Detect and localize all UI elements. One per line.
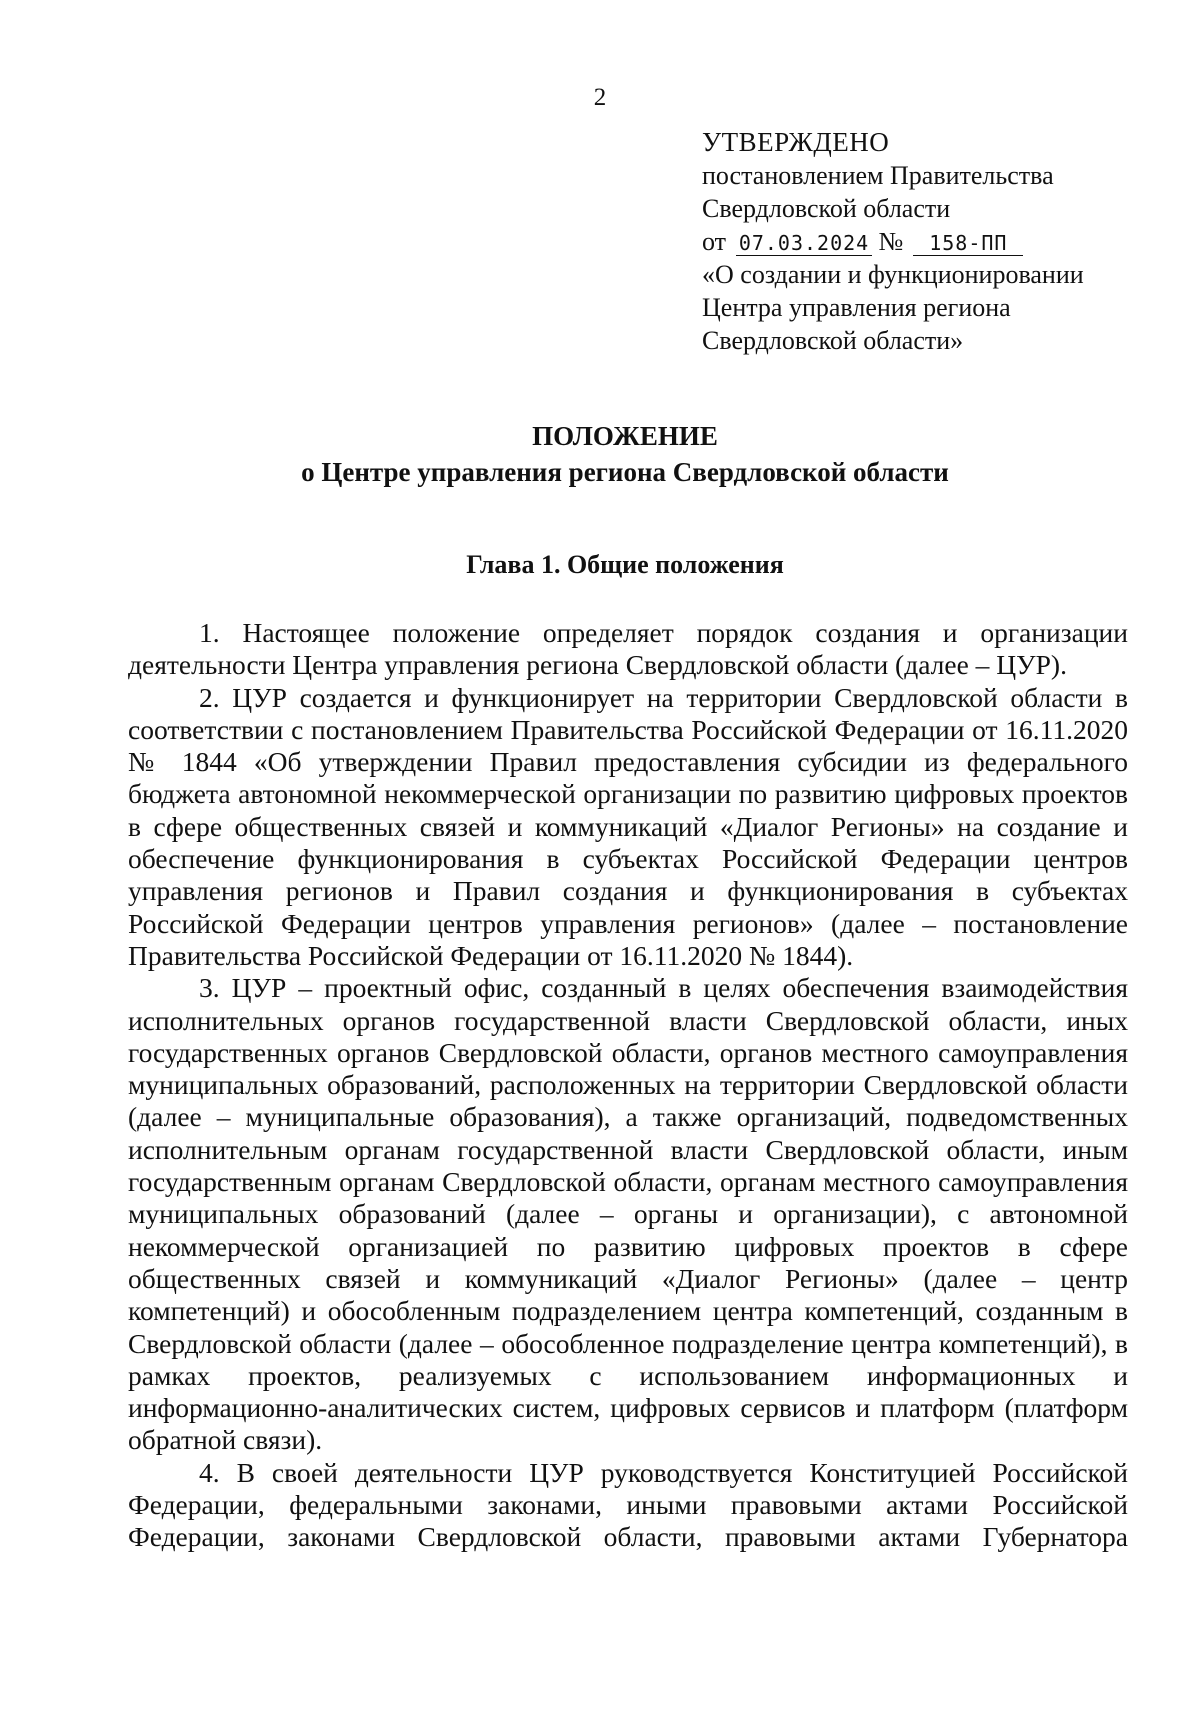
decree-number: 158-ПП xyxy=(913,231,1023,256)
page-number: 2 xyxy=(593,84,607,111)
title-heading: ПОЛОЖЕНИЕ xyxy=(532,421,718,451)
title-subheading: о Центре управления региона Свердловской области xyxy=(301,457,949,487)
chapter-heading: Глава 1. Общие положения xyxy=(466,550,784,579)
document-title xyxy=(0,418,1200,490)
approval-line-6: Свердловской области» xyxy=(702,326,964,355)
paragraph-1: 1. Настоящее положение определяет порядок создания и организации деятельности Центра управления региона Свердловской области (далее – ЦУР). xyxy=(128,617,1128,681)
approval-line-1: постановлением Правительства xyxy=(702,161,1054,190)
approval-line-4: «О создании и функционировании xyxy=(702,260,1084,289)
paragraph-2: 2. ЦУР создается и функционирует на территории Свердловской области в соответствии с постановлением Правительства Российской Федерации от 16.11.2020 № 1844 «Об утверждении Правил предоставления субсидии из федерального бюджета автономной некоммерческой организации по развитию цифровых проектов в сфере общественных связей и коммуникаций «Диалог Регионы» на создание и обеспечение функционирования в субъектах Российской Федерации центров управления регионов и Правил создания и функционирования в субъектах Российской Федерации центров управления регионов» (далее – постановление Правительства Российской Федерации от 16.11.2020 № 1844). xyxy=(128,681,1128,971)
approval-date-number-line xyxy=(702,225,1162,258)
approval-line-2: Свердловской области xyxy=(702,194,951,223)
from-label: от xyxy=(702,227,727,256)
number-label: № xyxy=(878,227,904,256)
approved-label: УТВЕРЖДЕНО xyxy=(702,127,890,157)
document-body xyxy=(128,617,1128,1554)
paragraph-3: 3. ЦУР – проектный офис, созданный в целях обеспечения взаимодействия исполнительных органов государственной власти Свердловской области, иных государственных органов Свердловской области, органов местного самоуправления муниципальных образований, расположенных на территории Свердловской области (далее – муниципальные образования), а также организаций, подведомственных исполнительным органам государственной власти Свердловской области, иным государственным органам Свердловской области, органам местного самоуправления муниципальных образований (далее – органы и организации), с автономной некоммерческой организацией по развитию цифровых проектов в сфере общественных связей и коммуникаций «Диалог Регионы» (далее – центр компетенций) и обособленным подразделением центра компетенций, созданным в Свердловской области (далее – обособленное подразделение центра компетенций), в рамках проектов, реализуемых с использованием информационных и информационно-аналитических систем, цифровых сервисов и платформ (платформ обратной связи). xyxy=(128,972,1128,1456)
paragraph-4: 4. В своей деятельности ЦУР руководствуется Конституцией Российской Федерации, федеральными законами, иными правовыми актами Российской Федерации, законами Свердловской области, правовыми актами Губернатора xyxy=(128,1456,1128,1553)
approval-stamp-block xyxy=(702,126,1162,357)
approval-line-5: Центра управления региона xyxy=(702,293,1011,322)
decree-date: 07.03.2024 xyxy=(736,231,872,256)
